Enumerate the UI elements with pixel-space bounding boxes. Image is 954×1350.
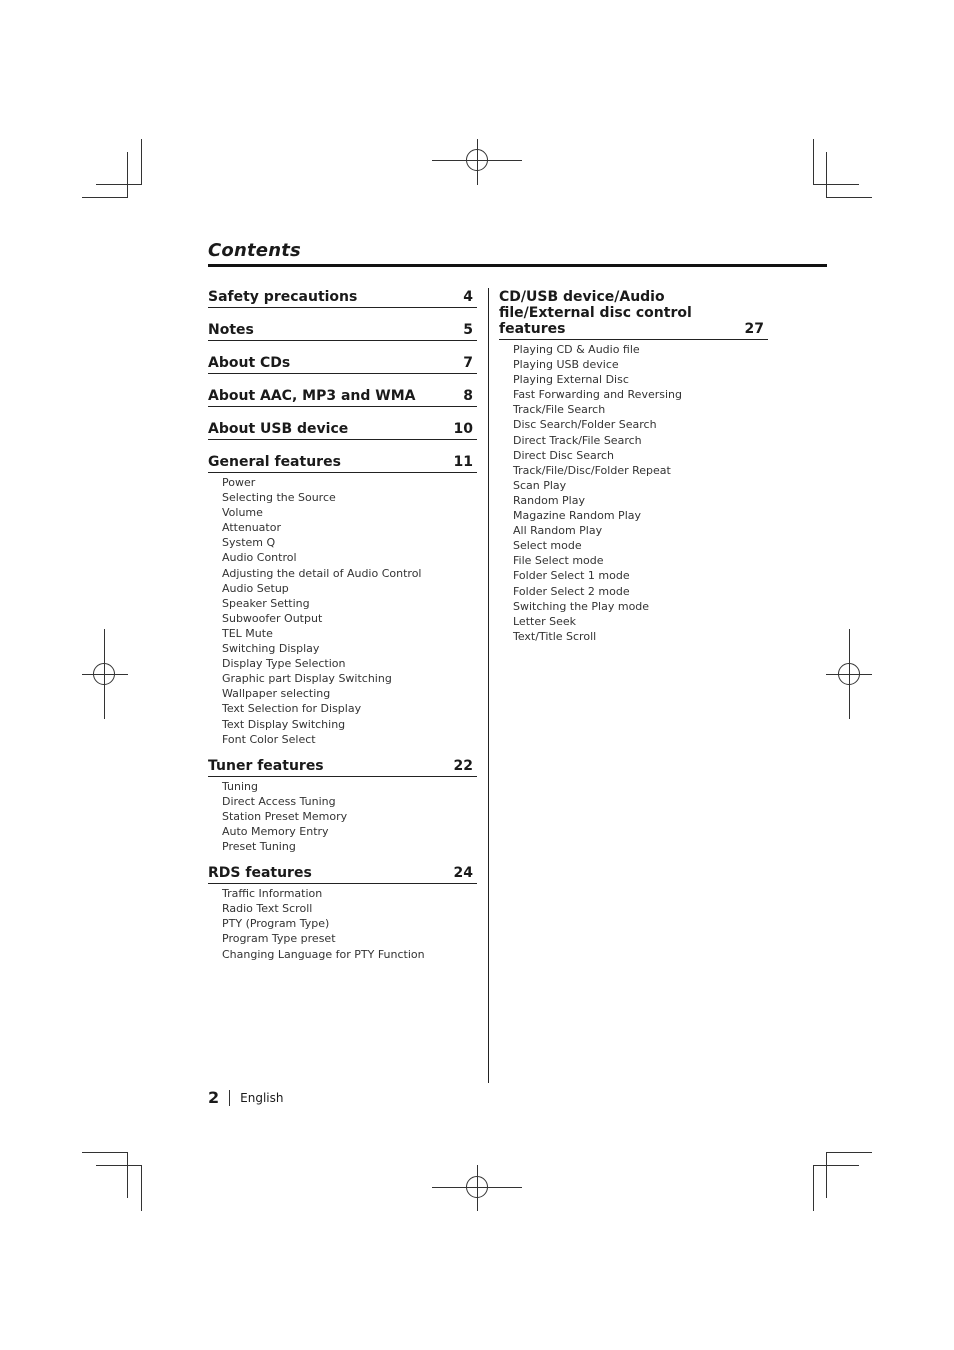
toc-item[interactable]: Direct Track/File Search bbox=[513, 433, 642, 447]
toc-section bbox=[208, 386, 477, 407]
footer-language: English bbox=[240, 1090, 284, 1105]
toc-item[interactable]: Fast Forwarding and Reversing bbox=[513, 388, 682, 402]
toc-item[interactable]: Attenuator bbox=[222, 521, 281, 535]
registration-circle bbox=[466, 1176, 488, 1198]
toc-section-heading[interactable] bbox=[208, 353, 477, 374]
toc-item[interactable]: Text/Title Scroll bbox=[513, 629, 597, 643]
toc-section bbox=[499, 287, 768, 644]
toc-item[interactable]: Graphic part Display Switching bbox=[222, 672, 392, 686]
toc-section-title: About AAC, MP3 and WMA bbox=[208, 388, 416, 404]
toc-item[interactable]: Traffic Information bbox=[222, 887, 323, 901]
crop-mark bbox=[826, 1152, 827, 1198]
toc-section-page: 24 bbox=[453, 865, 473, 882]
toc-section-title: Notes bbox=[208, 322, 254, 338]
toc-item[interactable]: Station Preset Memory bbox=[222, 809, 348, 823]
toc-item[interactable]: Switching Display bbox=[222, 642, 320, 656]
toc-section-page: 27 bbox=[744, 321, 764, 337]
toc-item[interactable]: Random Play bbox=[513, 493, 585, 507]
toc-section-heading[interactable] bbox=[208, 756, 477, 777]
toc-section-heading[interactable] bbox=[208, 863, 477, 884]
crop-mark bbox=[127, 1152, 128, 1198]
toc-item[interactable]: Selecting the Source bbox=[222, 491, 336, 505]
toc-item[interactable]: Track/File/Disc/Folder Repeat bbox=[513, 463, 671, 477]
toc-section bbox=[208, 756, 477, 854]
toc-item[interactable]: Speaker Setting bbox=[222, 596, 310, 610]
toc-item[interactable]: PTY (Program Type) bbox=[222, 917, 330, 931]
toc-item-list bbox=[499, 340, 768, 644]
crop-mark bbox=[141, 139, 142, 185]
crop-mark bbox=[813, 184, 859, 185]
toc-section-title: About CDs bbox=[208, 355, 291, 371]
toc-item[interactable]: Disc Search/Folder Search bbox=[513, 418, 657, 432]
toc-item[interactable]: Audio Control bbox=[222, 551, 297, 565]
toc-item[interactable]: Text Selection for Display bbox=[222, 702, 362, 716]
toc-section-title: CD/USB device/Audio file/External disc control features bbox=[499, 289, 692, 337]
column-divider bbox=[488, 288, 489, 1083]
toc-section-page: 4 bbox=[463, 289, 473, 305]
toc-section-title: About USB device bbox=[208, 421, 349, 437]
toc-item-list bbox=[208, 777, 477, 854]
toc-item[interactable]: Radio Text Scroll bbox=[222, 902, 313, 916]
toc-item[interactable]: Playing External Disc bbox=[513, 373, 629, 387]
toc-item[interactable]: Text Display Switching bbox=[222, 717, 346, 731]
page-title: Contents bbox=[208, 240, 301, 261]
toc-item[interactable]: Letter Seek bbox=[513, 614, 577, 628]
toc-item[interactable]: Program Type preset bbox=[222, 932, 336, 946]
toc-item-list bbox=[208, 884, 477, 961]
crop-mark bbox=[82, 1152, 128, 1153]
toc-section-heading[interactable] bbox=[208, 287, 477, 308]
toc-section-title: Safety precautions bbox=[208, 289, 358, 305]
toc-item[interactable]: Magazine Random Play bbox=[513, 509, 641, 523]
toc-section-heading[interactable] bbox=[208, 320, 477, 341]
toc-section bbox=[208, 353, 477, 374]
toc-item[interactable]: Preset Tuning bbox=[222, 840, 296, 854]
crop-mark bbox=[96, 1165, 142, 1166]
toc-section bbox=[208, 287, 477, 308]
toc-section-heading[interactable] bbox=[208, 452, 477, 473]
toc-section-page: 8 bbox=[463, 388, 473, 404]
toc-item[interactable]: Playing CD & Audio file bbox=[513, 343, 640, 356]
footer-separator bbox=[229, 1090, 230, 1106]
toc-section bbox=[208, 452, 477, 747]
toc-section-page: 11 bbox=[453, 454, 473, 470]
toc-section-heading[interactable] bbox=[208, 386, 477, 407]
right-column bbox=[499, 287, 768, 644]
toc-item[interactable]: Audio Setup bbox=[222, 581, 289, 595]
page-number: 2 bbox=[208, 1088, 220, 1107]
crop-mark bbox=[96, 184, 142, 185]
page-footer bbox=[208, 1088, 283, 1107]
crop-mark bbox=[826, 152, 827, 198]
toc-item[interactable]: Folder Select 2 mode bbox=[513, 584, 630, 598]
crop-mark bbox=[826, 1152, 872, 1153]
toc-section bbox=[208, 863, 477, 961]
registration-circle bbox=[466, 149, 488, 171]
toc-item[interactable]: Direct Access Tuning bbox=[222, 794, 336, 808]
toc-item[interactable]: Switching the Play mode bbox=[513, 599, 650, 613]
toc-item[interactable]: System Q bbox=[222, 536, 276, 550]
title-rule bbox=[208, 264, 827, 267]
left-column bbox=[208, 287, 477, 962]
crop-mark bbox=[813, 1165, 814, 1211]
toc-item[interactable]: Font Color Select bbox=[222, 732, 316, 746]
toc-item[interactable]: Playing USB device bbox=[513, 358, 619, 372]
toc-item[interactable]: All Random Play bbox=[513, 524, 603, 538]
toc-item[interactable]: Tuning bbox=[222, 779, 259, 793]
crop-mark bbox=[141, 1165, 142, 1211]
toc-item[interactable]: Display Type Selection bbox=[222, 657, 346, 671]
toc-item[interactable]: Volume bbox=[222, 506, 263, 520]
crop-mark bbox=[813, 139, 814, 185]
toc-item[interactable]: Changing Language for PTY Function bbox=[222, 947, 425, 961]
toc-section-title: RDS features bbox=[208, 865, 312, 882]
toc-section bbox=[208, 419, 477, 440]
toc-item[interactable]: TEL Mute bbox=[222, 626, 273, 640]
toc-item[interactable]: Subwoofer Output bbox=[222, 611, 323, 625]
toc-item[interactable]: Wallpaper selecting bbox=[222, 687, 331, 701]
toc-item[interactable]: Direct Disc Search bbox=[513, 448, 615, 462]
registration-circle bbox=[93, 663, 115, 685]
toc-item-list bbox=[208, 473, 477, 747]
toc-section-title: Tuner features bbox=[208, 757, 324, 774]
crop-mark bbox=[82, 197, 128, 198]
toc-section bbox=[208, 320, 477, 341]
crop-mark bbox=[127, 152, 128, 198]
toc-item[interactable]: Power bbox=[222, 476, 256, 489]
toc-section-page: 7 bbox=[463, 355, 473, 371]
toc-item[interactable]: Select mode bbox=[513, 539, 582, 553]
toc-section-heading[interactable] bbox=[208, 419, 477, 440]
toc-item[interactable]: Auto Memory Entry bbox=[222, 824, 329, 838]
toc-item[interactable]: Scan Play bbox=[513, 478, 567, 492]
toc-item[interactable]: File Select mode bbox=[513, 554, 604, 568]
toc-section-page: 22 bbox=[453, 757, 473, 774]
toc-item[interactable]: Folder Select 1 mode bbox=[513, 569, 630, 583]
toc-section-page: 5 bbox=[463, 322, 473, 338]
crop-mark bbox=[826, 197, 872, 198]
toc-section-page: 10 bbox=[453, 421, 473, 437]
registration-circle bbox=[838, 663, 860, 685]
toc-item[interactable]: Track/File Search bbox=[513, 403, 606, 417]
toc-section-title: General features bbox=[208, 454, 341, 470]
toc-section-heading[interactable] bbox=[499, 287, 768, 340]
toc-item[interactable]: Adjusting the detail of Audio Control bbox=[222, 566, 422, 580]
crop-mark bbox=[813, 1165, 859, 1166]
